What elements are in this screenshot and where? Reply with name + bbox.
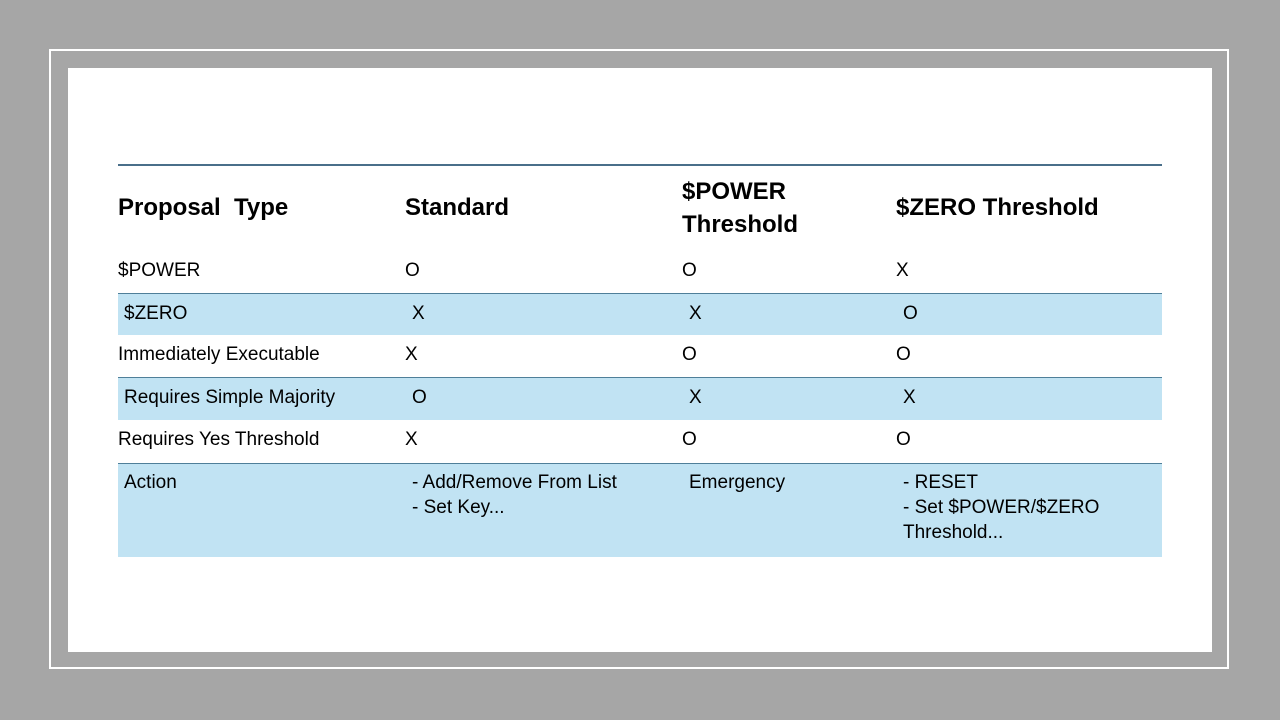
proposal-type-table <box>118 164 1162 557</box>
action-line: - RESET <box>903 472 978 493</box>
action-line: - Add/Remove From List <box>412 472 617 493</box>
row-label: $ZERO <box>124 303 188 324</box>
cell-standard: X <box>405 429 418 450</box>
action-line: - Set Key... <box>412 497 505 518</box>
cell-zero-threshold: O <box>896 429 911 450</box>
table-row-yes-threshold <box>118 420 1162 463</box>
row-label: Action <box>124 472 177 493</box>
slide <box>68 68 1212 652</box>
table-row-power <box>118 251 1162 293</box>
header-zero-threshold: $ZERO Threshold <box>896 194 1099 221</box>
cell-standard: O <box>405 260 420 281</box>
table-row-action <box>118 463 1162 557</box>
header-proposal-type: Proposal Type <box>118 194 289 221</box>
table-header-row <box>118 166 1162 251</box>
row-label: Requires Yes Threshold <box>118 429 320 450</box>
row-label: Requires Simple Majority <box>124 387 336 408</box>
row-label: $POWER <box>118 260 201 281</box>
cell-power-threshold: X <box>689 303 702 324</box>
cell-standard-actions <box>412 470 617 520</box>
cell-zero-actions <box>903 470 1099 545</box>
cell-zero-threshold: O <box>896 344 911 365</box>
cell-power-threshold: X <box>689 387 702 408</box>
cell-zero-threshold: O <box>903 303 918 324</box>
action-line: - Set $POWER/$ZERO <box>903 497 1100 518</box>
table-row-immediately-executable <box>118 335 1162 377</box>
cell-power-threshold: O <box>682 429 697 450</box>
table-row-zero <box>118 293 1162 335</box>
cell-power-actions: Emergency <box>689 472 786 493</box>
cell-standard: O <box>412 387 427 408</box>
header-standard: Standard <box>405 194 510 221</box>
cell-standard: X <box>405 344 418 365</box>
cell-power-threshold: O <box>682 344 697 365</box>
cell-power-threshold: O <box>682 260 697 281</box>
cell-zero-threshold: X <box>903 387 916 408</box>
cell-standard: X <box>412 303 425 324</box>
cell-zero-threshold: X <box>896 260 909 281</box>
action-line: Threshold... <box>903 522 1004 543</box>
header-power-threshold: $POWER Threshold <box>682 178 799 238</box>
row-label: Immediately Executable <box>118 344 320 365</box>
table-row-simple-majority <box>118 377 1162 420</box>
